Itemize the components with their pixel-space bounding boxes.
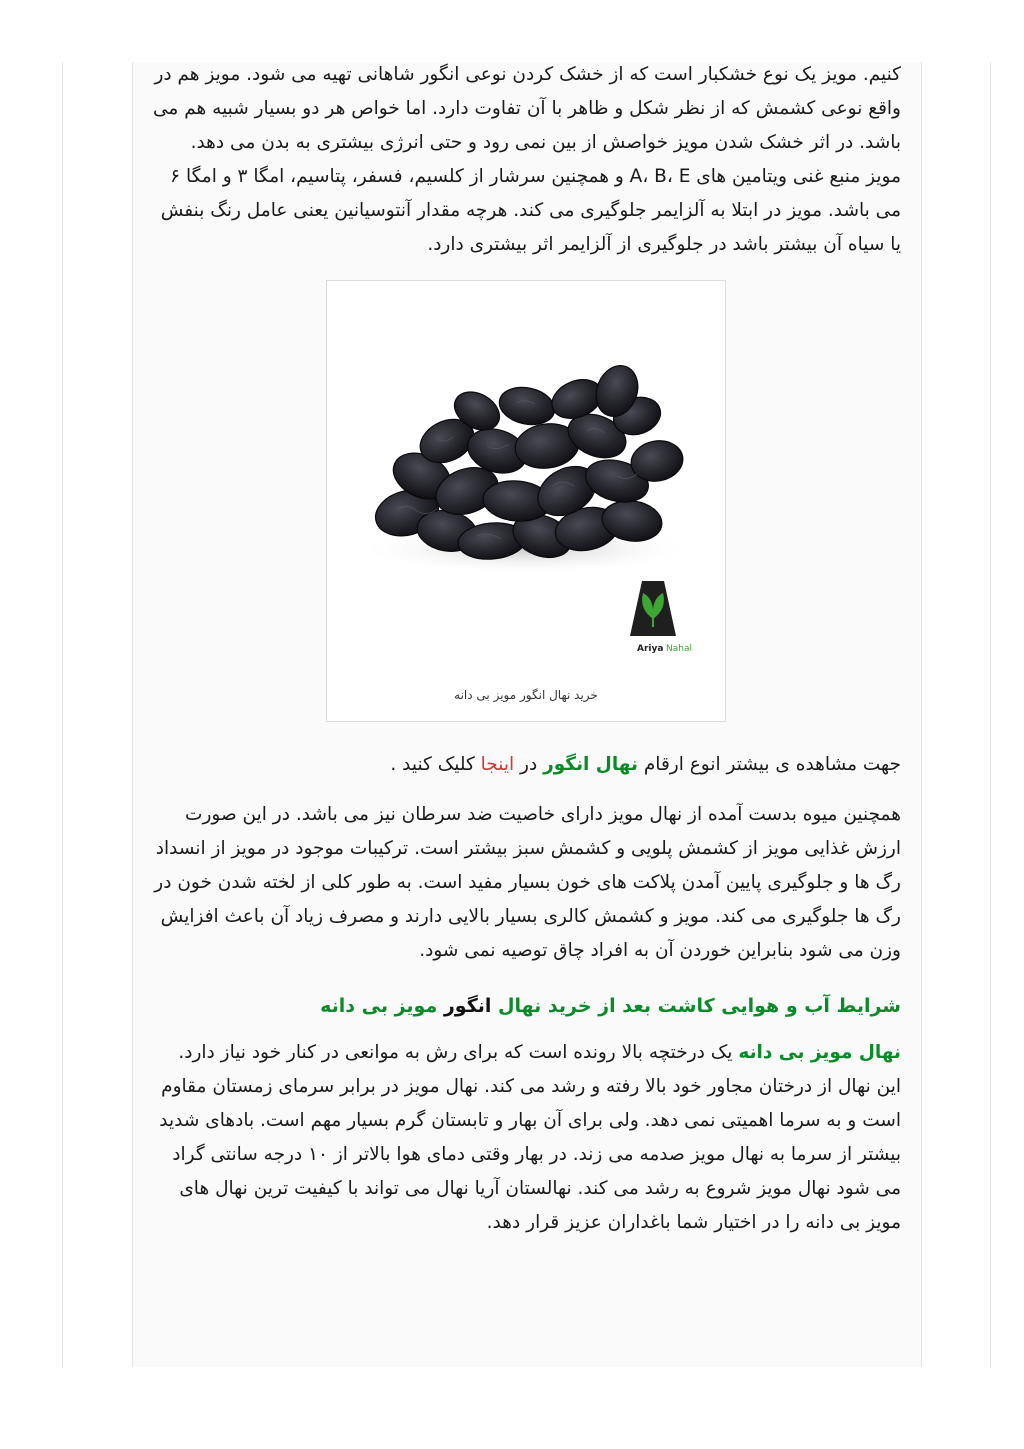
logo-brand-text: Ariya bbox=[637, 644, 664, 654]
seedless-raisin-link[interactable]: نهال مویز بی دانه bbox=[738, 1042, 901, 1063]
link-line-suffix: کلیک کنید . bbox=[390, 754, 481, 775]
benefits-paragraph: همچنین میوه بدست آمده از نهال مویز دارای خاصیت ضد سرطان نیز می باشد. در این صورت ارزش غذایی مویز از کشمش پلویی و کشمش سبز بیشتر است. ترکیبات موجود در مویز از انسداد رگ ها و جلوگیری پایین آمدن پلاکت های خون بسیار مفید است. به طور کلی از لخته شدن خون در رگ ها جلوگیری می کند. مویز و کشمش کالری بسیار بالایی دارند و مصرف زیاد آن باعث افزایش وزن می شود بنابراین خوردن آن به افراد چاق توصیه نمی شود. bbox=[154, 804, 901, 961]
raisin-photo bbox=[327, 281, 725, 681]
heading-part2: انگور bbox=[443, 995, 492, 1017]
ariya-nahal-logo bbox=[630, 581, 676, 636]
heading-part3[interactable]: مویز بی دانه bbox=[320, 995, 438, 1017]
raisins-image bbox=[327, 281, 725, 681]
here-link[interactable]: اینجا bbox=[480, 754, 515, 775]
section-heading bbox=[152, 990, 901, 1022]
climate-paragraph-text: یک درختچه بالا رونده است که برای رش به موانعی در کنار خود نیاز دارد. این نهال از درختان مجاور خود بالا رفته و رشد می کند. نهال مویز در برابر سرمای زمستان مقاوم است و به سرما اهمیتی نمی دهد. ولی برای آن بهار و تابستان گرم بسیار مهم است. بادهای شدید بیشتر از سرما به نهال مویز صدمه می زند. در بهار وقتی دمای هوا بالاتر از ۱۰ درجه سانتی گراد می شود نهال مویز شروع به رشد می کند. نهالستان آریا نهال می تواند با کیفیت ترین نهال های مویز بی دانه را در اختیار شما باغداران عزیز قرار دهد. bbox=[159, 1042, 901, 1233]
page-border-left bbox=[62, 62, 63, 1367]
link-line-middle: در bbox=[514, 754, 544, 775]
figure-caption: خرید نهال انگور مویز بی دانه bbox=[454, 688, 598, 702]
article-content bbox=[152, 58, 901, 1240]
intro-paragraph: کنیم. مویز یک نوع خشکبار است که از خشک کردن نوعی انگور شاهانی تهیه می شود. مویز هم در واقع نوعی کشمش که از نظر شکل و ظاهر با آن تفاوت دارد. اما خواص هر دو بسیار شبیه هم می باشد. در اثر خشک شدن مویز خواصش از بین نمی رود و حتی انرژی بیشتری به بدن می دهد. مویز منبع غنی ویتامین های A، B، E و همچنین سرشار از کلسیم، فسفر، پتاسیم، امگا ۳ و امگا ۶ می باشد. مویز در ابتلا به آلزایمر جلوگیری می کند. هرچه مقدار آنتوسیانین یعنی عامل رنگ بنفش یا سیاه آن بیشتر باشد در جلوگیری از آلزایمر اثر بیشتری دارد. bbox=[153, 64, 901, 255]
link-line-prefix: جهت مشاهده ی بیشتر انوع ارقام bbox=[637, 754, 901, 775]
climate-paragraph bbox=[152, 1036, 901, 1240]
logo-brand-accent-text: Nahal bbox=[666, 644, 692, 654]
heading-part1[interactable]: شرایط آب و هوایی کاشت بعد از خرید نهال bbox=[498, 995, 901, 1017]
grape-seedling-link[interactable]: نهال انگور bbox=[543, 754, 638, 775]
page-border-right bbox=[990, 62, 991, 1367]
raisin-figure bbox=[326, 280, 726, 722]
link-line bbox=[152, 748, 901, 782]
